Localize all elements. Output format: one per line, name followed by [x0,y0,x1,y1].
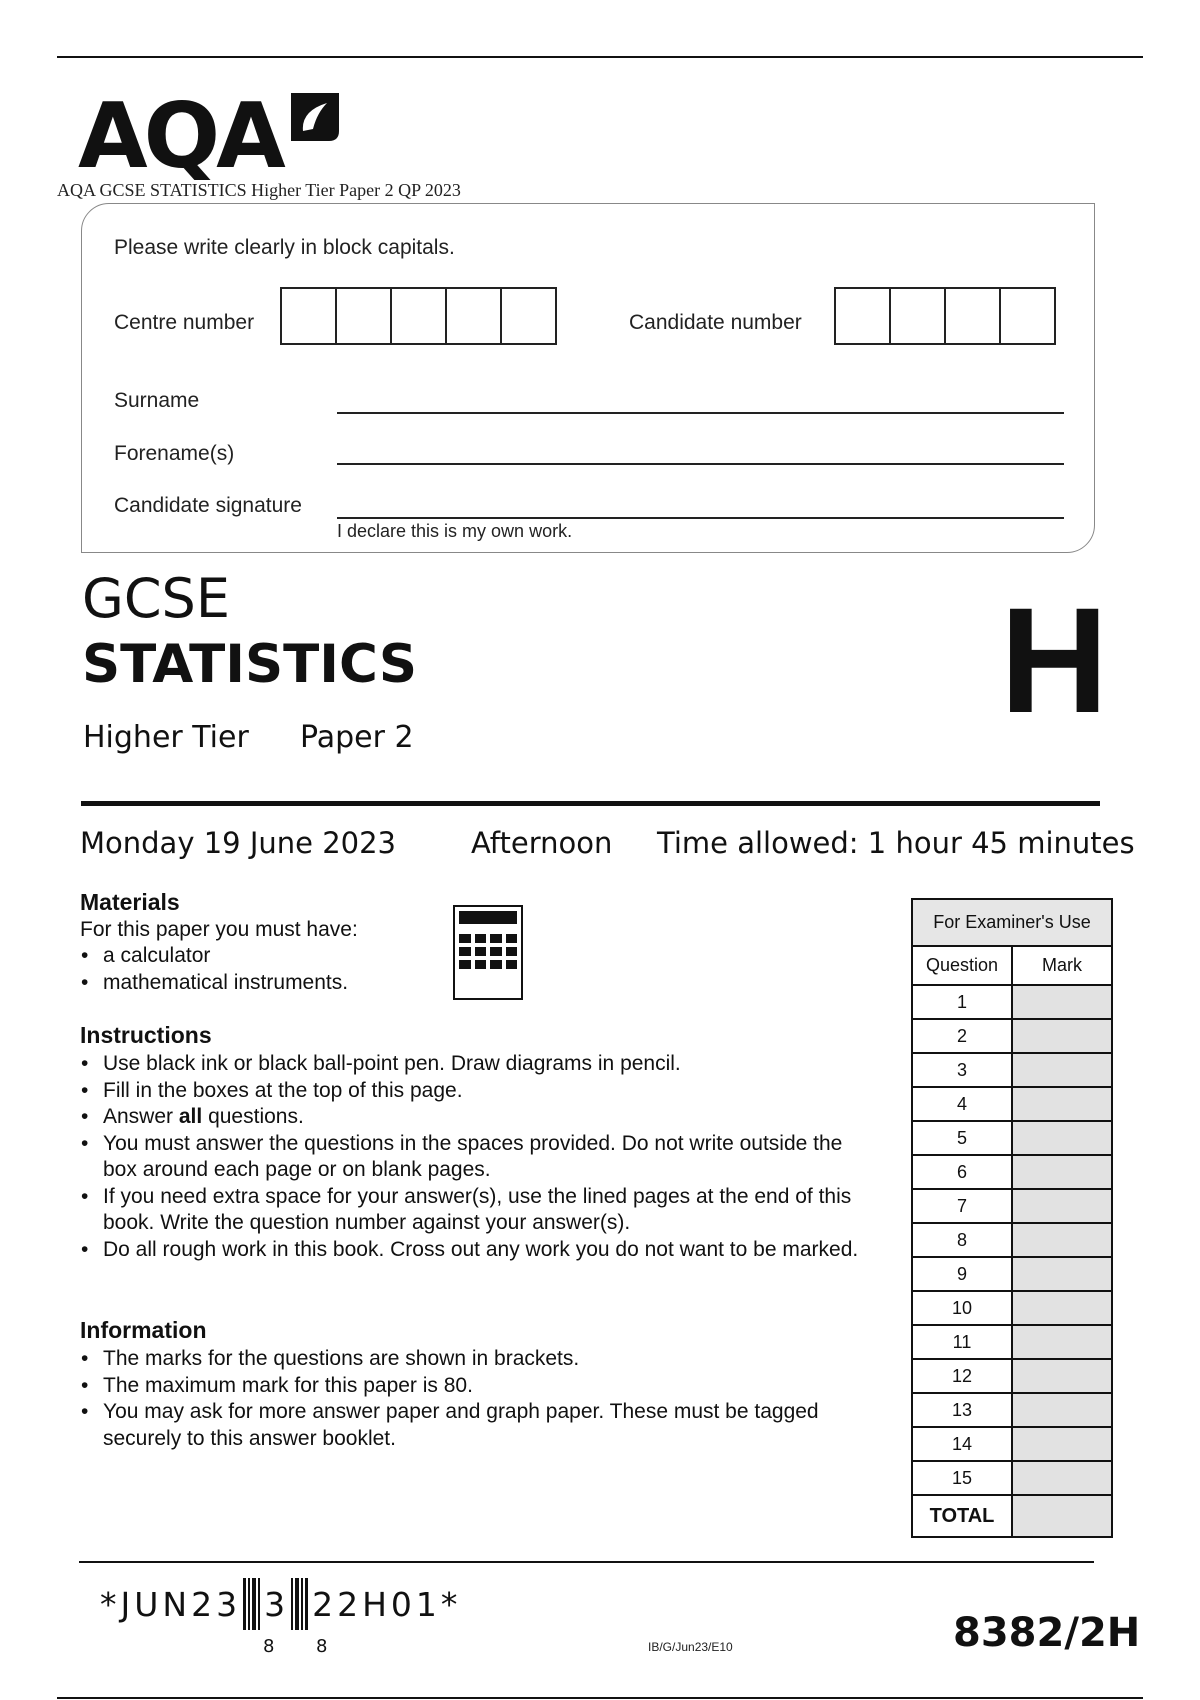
mark-cell[interactable] [1012,1189,1112,1223]
question-number: 4 [912,1087,1012,1121]
aqa-logo: AQA [78,84,282,189]
mark-cell[interactable] [1012,1053,1112,1087]
candidate-digit-box[interactable] [834,287,891,345]
materials-intro: For this paper you must have: [80,918,358,941]
mark-cell[interactable] [1012,1223,1112,1257]
question-number: 5 [912,1121,1012,1155]
mark-cell[interactable] [1012,1393,1112,1427]
candidate-number-boxes[interactable] [834,287,1056,345]
barcode-text: 22H01* [312,1584,462,1624]
question-number: 1 [912,985,1012,1019]
list-item: • The maximum mark for this paper is 80. [80,1373,840,1400]
mark-cell[interactable] [1012,1461,1112,1495]
question-number: 8 [912,1223,1012,1257]
instructions-heading: Instructions [80,1022,212,1048]
total-mark-cell[interactable] [1012,1495,1112,1537]
mark-column-header: Mark [1012,946,1112,985]
total-label: TOTAL [912,1495,1012,1537]
candidate-digit-box[interactable] [889,287,946,345]
signature-line[interactable] [337,517,1064,519]
question-number: 6 [912,1155,1012,1189]
paper-code: 8382/2H [953,1610,1141,1656]
information-list [80,1346,840,1452]
candidate-digit-box[interactable] [999,287,1056,345]
mark-cell[interactable] [1012,1019,1112,1053]
list-item: • Do all rough work in this book. Cross out any work you do not want to be marked. [80,1237,870,1264]
exam-date: Monday 19 June 2023 [80,826,396,860]
mark-cell[interactable] [1012,1291,1112,1325]
document-reference: IB/G/Jun23/E10 [648,1640,733,1654]
mark-cell[interactable] [1012,1325,1112,1359]
list-item: • Use black ink or black ball-point pen. Draw diagrams in pencil. [80,1051,870,1078]
barcode-bars-icon [243,1578,262,1630]
exam-session: Afternoon [471,826,613,860]
centre-digit-box[interactable] [280,287,337,345]
barcode-number: 8 [263,1636,275,1657]
examiner-table-title: For Examiner's Use [912,899,1112,946]
mark-cell[interactable] [1012,1121,1112,1155]
footer-rule [79,1561,1094,1563]
list-item: • a calculator [80,943,420,970]
list-item: • mathematical instruments. [80,970,420,997]
list-item: • The marks for the questions are shown in brackets. [80,1346,840,1373]
block-capitals-instruction: Please write clearly in block capitals. [114,236,455,259]
bottom-rule [57,1697,1143,1699]
surname-label: Surname [114,389,200,412]
qualification-title: GCSE [82,567,230,630]
mark-cell[interactable] [1012,1427,1112,1461]
candidate-number-label: Candidate number [629,311,802,334]
question-number: 9 [912,1257,1012,1291]
question-column-header: Question [912,946,1012,985]
question-number: 2 [912,1019,1012,1053]
signature-label: Candidate signature [114,494,302,517]
centre-digit-box[interactable] [390,287,447,345]
calculator-icon [453,905,523,1000]
mark-cell[interactable] [1012,985,1112,1019]
question-number: 10 [912,1291,1012,1325]
centre-number-boxes[interactable] [280,287,557,345]
information-heading: Information [80,1317,207,1343]
barcode-text: *JUN23 [100,1584,242,1624]
question-number: 13 [912,1393,1012,1427]
mark-cell[interactable] [1012,1257,1112,1291]
list-item: • If you need extra space for your answer(s), use the lined pages at the end of this book. Write the question number against your answer(s). [80,1184,870,1237]
question-number: 14 [912,1427,1012,1461]
paper-label: Paper 2 [300,720,414,755]
materials-heading: Materials [80,889,180,915]
candidate-digit-box[interactable] [944,287,1001,345]
surname-line[interactable] [337,412,1064,414]
top-rule [57,56,1143,58]
mark-cell[interactable] [1012,1087,1112,1121]
mark-cell[interactable] [1012,1359,1112,1393]
forename-label: Forename(s) [114,442,235,465]
question-number: 15 [912,1461,1012,1495]
question-number: 7 [912,1189,1012,1223]
centre-number-label: Centre number [114,311,255,334]
question-number: 12 [912,1359,1012,1393]
barcode-bars-icon [291,1578,310,1630]
centre-digit-box[interactable] [445,287,502,345]
instructions-list [80,1051,870,1263]
document-caption: AQA GCSE STATISTICS Higher Tier Paper 2 QP 2023 [57,180,461,200]
tier-label: Higher Tier [83,720,249,755]
declaration-text: I declare this is my own work. [337,521,573,541]
barcode [100,1578,461,1630]
list-item: • Answer all questions. [80,1104,870,1131]
barcode-text: 3 [264,1584,290,1624]
subject-title: STATISTICS [82,634,418,695]
examiner-use-table [911,898,1113,1538]
title-rule [81,801,1100,806]
materials-list [80,943,420,996]
forename-line[interactable] [337,463,1064,465]
question-number: 11 [912,1325,1012,1359]
aqa-logo-mark-icon [287,89,343,145]
centre-digit-box[interactable] [500,287,557,345]
list-item: • Fill in the boxes at the top of this page. [80,1078,870,1105]
list-item: • You must answer the questions in the spaces provided. Do not write outside the box around each page or on blank pages. [80,1131,870,1184]
question-number: 3 [912,1053,1012,1087]
list-item: • You may ask for more answer paper and graph paper. These must be tagged securely to this answer booklet. [80,1399,840,1452]
tier-letter: H [1000,576,1109,744]
time-allowed: Time allowed: 1 hour 45 minutes [657,826,1135,860]
barcode-number: 8 [316,1636,328,1657]
centre-digit-box[interactable] [335,287,392,345]
mark-cell[interactable] [1012,1155,1112,1189]
